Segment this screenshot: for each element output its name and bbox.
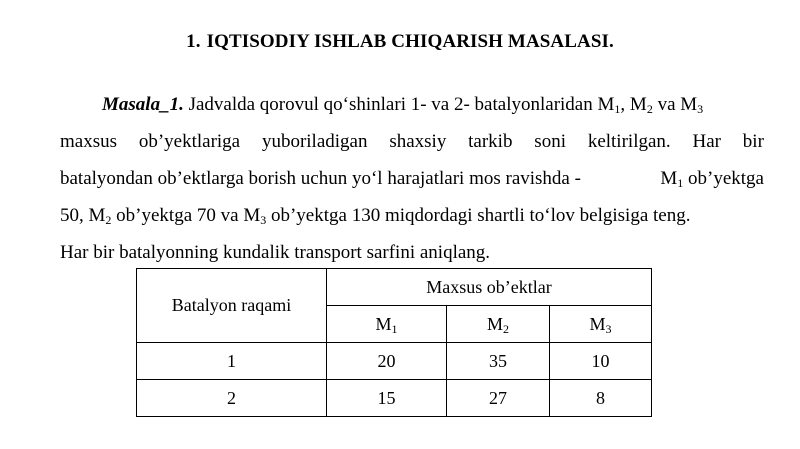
value-cell: 10 (550, 343, 652, 380)
word: shaxsiy (389, 131, 447, 152)
word: Har (692, 131, 721, 152)
line3-text: batalyondan ob’ektlarga borish uchun yo‘l harajatlari mos ravishda - (60, 168, 581, 189)
word: tarkib (468, 131, 513, 152)
word: yuboriladigan (261, 131, 368, 152)
line3-end: $M_1$ ob’yektga (660, 168, 764, 190)
line1-text: Jadvalda qorovul qo‘shinlari 1- va 2- batalyonlaridan (188, 94, 593, 115)
section-heading (0, 31, 800, 53)
line4-b: ob’yektga 70 va (116, 205, 239, 226)
word: bir (742, 131, 764, 152)
line4-c: ob’yektga 130 miqdordagi shartli to‘lov belgisiga teng. (270, 205, 691, 226)
object-m3: $M_3$ (680, 94, 704, 116)
table-row (137, 343, 652, 380)
line4-a: 50, (60, 205, 84, 226)
paragraph-line-5 (60, 234, 764, 271)
word: maxsus (60, 131, 117, 152)
column-header-m3: $M_3$ (550, 306, 652, 343)
table-row (137, 380, 652, 417)
paragraph-line-1: Masala_1. Jadvalda qorovul qo‘shinlari 1- va 2- batalyonlaridan $M_1$, $M_2$ va $M_3$ (102, 94, 704, 116)
paragraph-line-3 (60, 160, 764, 197)
corner-header: Batalyon raqami (137, 269, 327, 343)
value-cell: 20 (327, 343, 447, 380)
paragraph-line-2 (60, 123, 764, 160)
problem-paragraph (60, 86, 764, 271)
group-header: Maxsus ob’ektlar (327, 269, 652, 306)
task-label: Masala_1. (102, 94, 184, 115)
batalyon-cell: 2 (137, 380, 327, 417)
section-title: IQTISODIY ISHLAB CHIQARISH MASALASI. (206, 31, 614, 52)
object-m1: $M_1$ (597, 94, 621, 116)
paragraph-line-4 (60, 197, 764, 234)
value-cell: 35 (447, 343, 550, 380)
value-cell: 15 (327, 380, 447, 417)
line5-text: Har bir batalyonning kundalik transport sarfini aniqlang. (60, 242, 491, 263)
word: ob’yektlariga (138, 131, 241, 152)
word: keltirilgan. (587, 131, 671, 152)
column-header-m1: $M_1$ (327, 306, 447, 343)
object-m2: $M_2$ (629, 94, 653, 116)
column-header-m2: $M_2$ (447, 306, 550, 343)
word: soni (534, 131, 566, 152)
value-cell: 8 (550, 380, 652, 417)
object-m2: $M_2$ (88, 205, 112, 227)
section-number: 1. (186, 31, 201, 52)
object-m3: $M_3$ (243, 205, 267, 227)
table-header-row (137, 269, 652, 306)
batalyon-cell: 1 (137, 343, 327, 380)
conj-va: va (657, 94, 676, 115)
data-table (136, 268, 652, 417)
value-cell: 27 (447, 380, 550, 417)
